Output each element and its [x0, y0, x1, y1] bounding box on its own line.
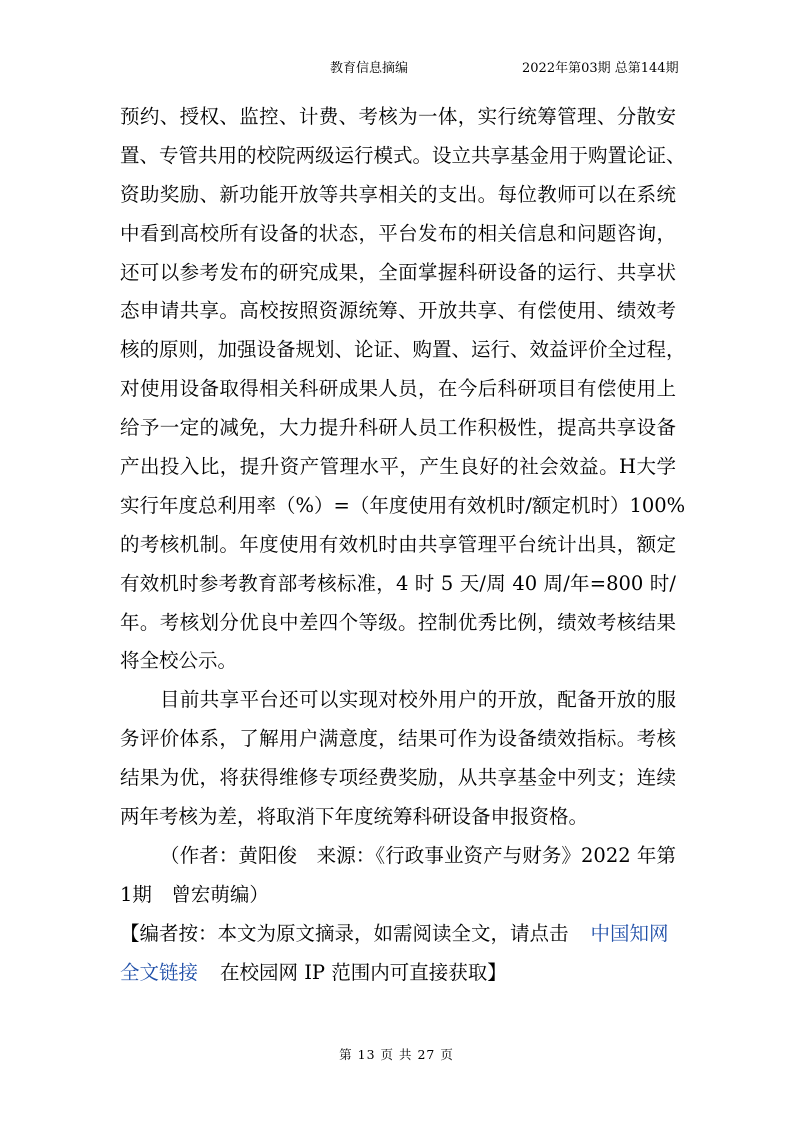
editor-note-line-2 — [120, 954, 676, 993]
article-body — [120, 98, 686, 992]
body-line: 将全校公示。 — [120, 649, 238, 673]
paragraph-start-line: 目前共享平台还可以实现对校外用户的开放，配备开放的服 — [160, 688, 676, 712]
body-line: 产出投入比，提升资产管理水平，产生良好的社会效益。H大学 — [120, 455, 676, 479]
issue-number: 2022年第03期 总第144期 — [522, 61, 679, 76]
editor-note-suffix: 在校园网 IP 范围内可直接获取】 — [220, 960, 507, 984]
body-line: 还可以参考发布的研究成果，全面掌握科研设备的运行、共享状 — [120, 260, 676, 284]
body-line: 置、专管共用的校院两级运行模式。设立共享基金用于购置论证、 — [120, 143, 686, 167]
editor-note-prefix: 【编者按：本文为原文摘录，如需阅读全文，请点击 — [120, 921, 569, 945]
editor-note-line-1 — [120, 915, 676, 954]
body-line: 务评价体系，了解用户满意度，结果可作为设备绩效指标。考核 — [120, 727, 676, 751]
body-line: 核的原则，加强设备规划、论证、购置、运行、效益评价全过程， — [120, 338, 686, 362]
body-line: 对使用设备取得相关科研成果人员，在今后科研项目有偿使用上 — [120, 377, 676, 401]
body-line: 给予一定的减免，大力提升科研人员工作积极性，提高共享设备 — [120, 416, 676, 440]
body-line: 预约、授权、监控、计费、考核为一体，实行统筹管理、分散安 — [120, 105, 676, 128]
body-line: 资助奖励、新功能开放等共享相关的支出。每位教师可以在系统 — [120, 182, 676, 206]
body-line: 的考核机制。年度使用有效机时由共享管理平台统计出具，额定 — [120, 532, 676, 556]
body-line: 实行年度总利用率（%）=（年度使用有效机时/额定机时）100% — [120, 493, 686, 517]
body-line: 年。考核划分优良中差四个等级。控制优秀比例，绩效考核结果 — [120, 610, 676, 634]
editor-credit-line: 1期 曾宏萌编） — [120, 882, 269, 906]
page-number: 第 13 页 共 27 页 — [339, 1047, 454, 1062]
journal-title: 教育信息摘编 — [330, 61, 409, 76]
fulltext-link[interactable]: 全文链接 — [120, 960, 199, 984]
author-source-line: （作者：黄阳俊 来源：《行政事业资产与财务》2022 年第 — [160, 843, 676, 867]
body-line: 有效机时参考教育部考核标准，4 时 5 天/周 40 周/年=800 时/ — [120, 571, 676, 595]
body-line: 态申请共享。高校按照资源统筹、开放共享、有偿使用、绩效考 — [120, 299, 676, 323]
body-line: 中看到高校所有设备的状态，平台发布的相关信息和问题咨询， — [120, 221, 676, 245]
body-line: 两年考核为差，将取消下年度统筹科研设备申报资格。 — [120, 805, 589, 829]
page-header — [0, 57, 793, 77]
header-divider — [120, 80, 672, 81]
cnki-link[interactable]: 中国知网 — [590, 921, 669, 945]
body-line: 结果为优，将获得维修专项经费奖励，从共享基金中列支；连续 — [120, 766, 676, 790]
